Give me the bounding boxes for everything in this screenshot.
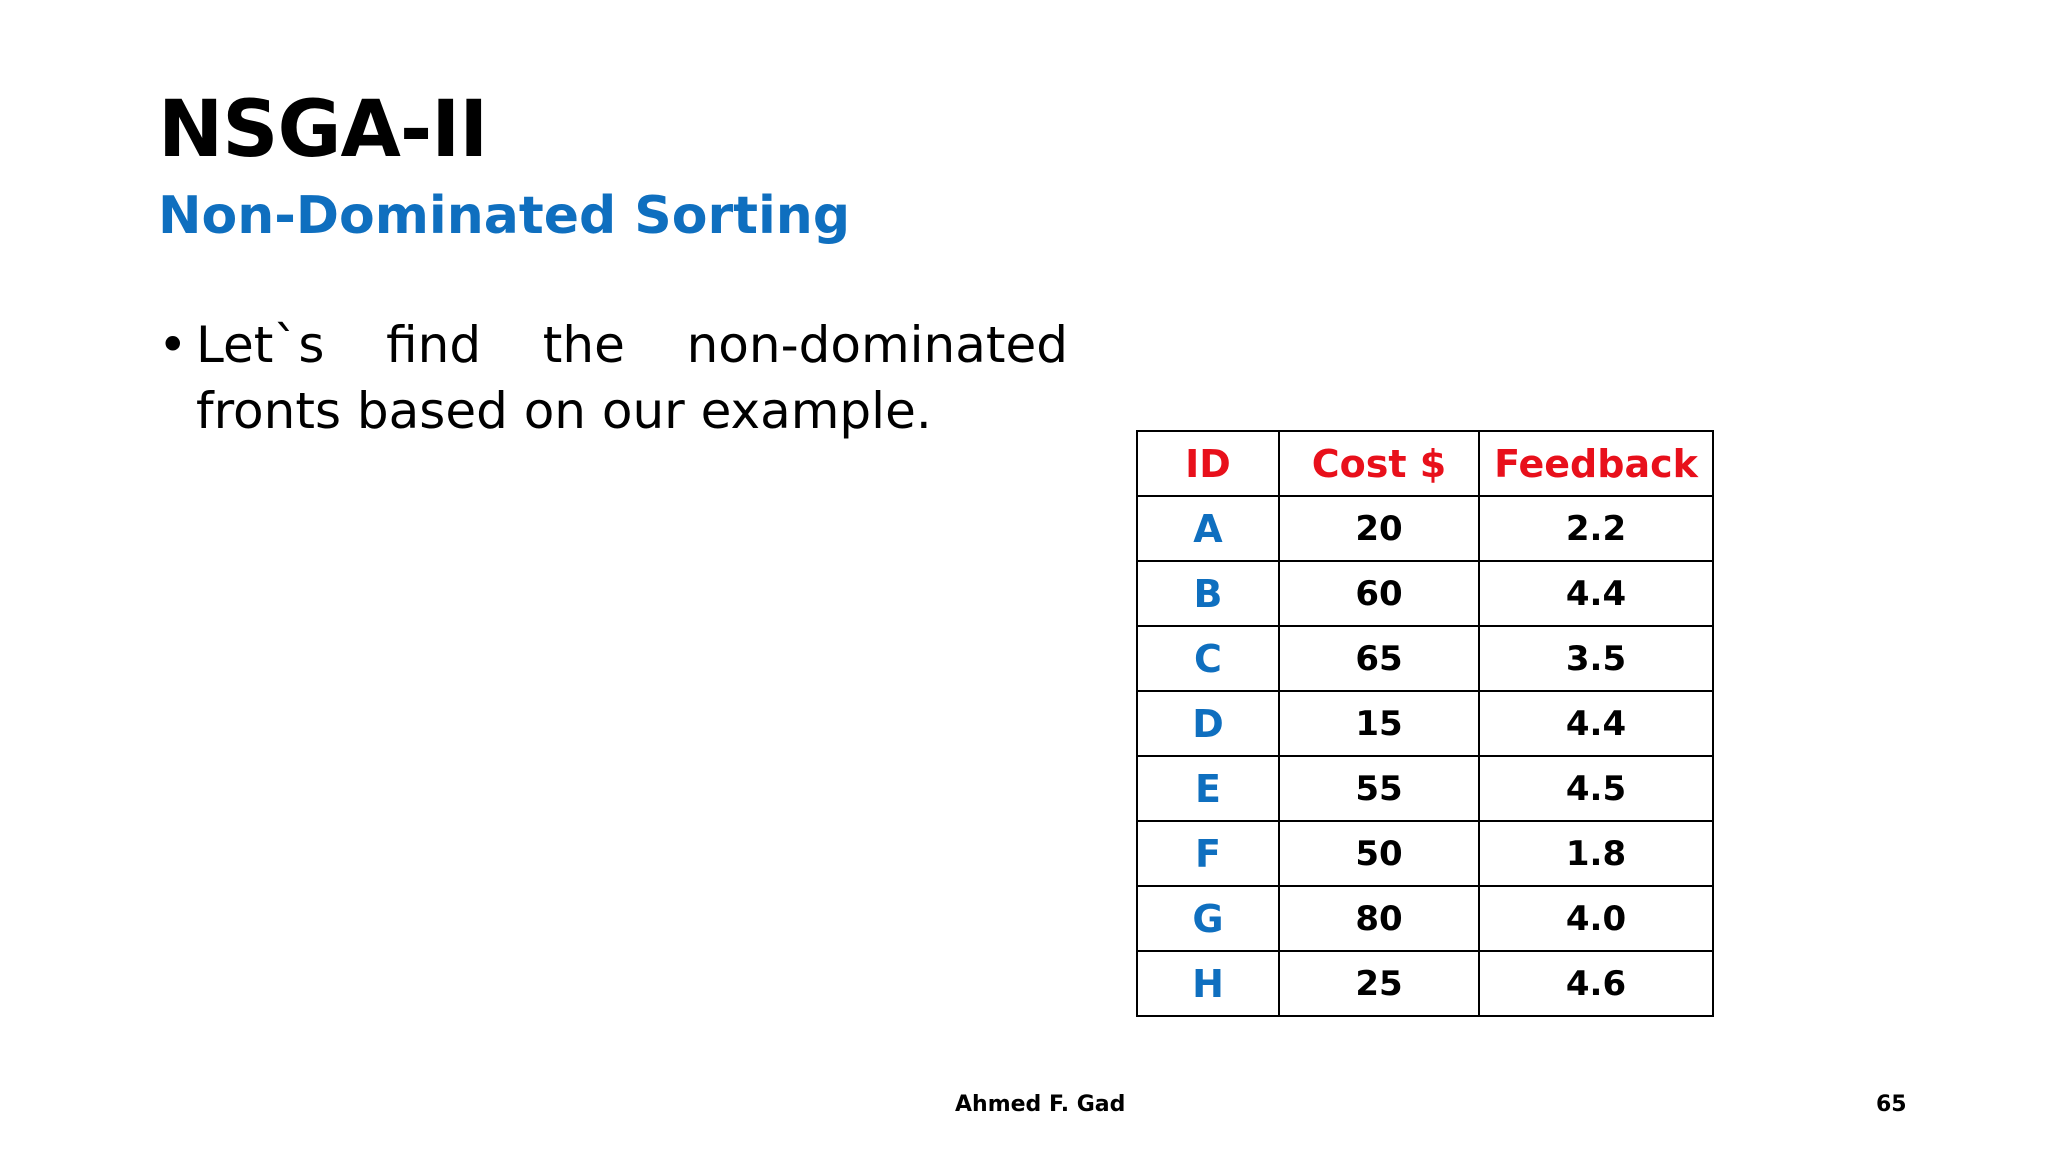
slide-title: NSGA-II [158,85,488,175]
cell-cost: 50 [1279,821,1479,886]
table-row [1137,626,1713,691]
cell-cost: 15 [1279,691,1479,756]
cell-id: B [1137,561,1279,626]
cell-id: E [1137,756,1279,821]
table-row [1137,821,1713,886]
cell-id: C [1137,626,1279,691]
footer-author: Ahmed F. Gad [955,1092,1126,1117]
cell-feedback: 4.4 [1479,561,1713,626]
bullet-marker: • [158,316,188,374]
cell-cost: 60 [1279,561,1479,626]
slide-subtitle: Non-Dominated Sorting [158,186,851,246]
cell-cost: 65 [1279,626,1479,691]
header-feedback: Feedback [1479,431,1713,496]
cell-cost: 80 [1279,886,1479,951]
cell-feedback: 1.8 [1479,821,1713,886]
cell-cost: 55 [1279,756,1479,821]
cell-cost: 20 [1279,496,1479,561]
cell-feedback: 4.6 [1479,951,1713,1016]
header-id: ID [1137,431,1279,496]
header-cost: Cost $ [1279,431,1479,496]
cell-id: H [1137,951,1279,1016]
data-table [1136,430,1714,1017]
table-row [1137,561,1713,626]
cell-cost: 25 [1279,951,1479,1016]
cell-feedback: 2.2 [1479,496,1713,561]
bullet-text [196,312,1068,444]
cell-feedback: 4.0 [1479,886,1713,951]
cell-feedback: 3.5 [1479,626,1713,691]
table-row [1137,886,1713,951]
table-header-row [1137,431,1713,496]
cell-id: A [1137,496,1279,561]
table-row [1137,691,1713,756]
bullet-point [158,312,1068,444]
table-row [1137,951,1713,1016]
table-row [1137,756,1713,821]
page-number: 65 [1876,1092,1907,1117]
table-row [1137,496,1713,561]
cell-feedback: 4.5 [1479,756,1713,821]
cell-feedback: 4.4 [1479,691,1713,756]
bullet-text-line-2: fronts based on our example. [196,382,932,440]
cell-id: D [1137,691,1279,756]
cell-id: F [1137,821,1279,886]
bullet-text-line-1: Let`s find the non-dominated [196,316,1068,374]
cell-id: G [1137,886,1279,951]
